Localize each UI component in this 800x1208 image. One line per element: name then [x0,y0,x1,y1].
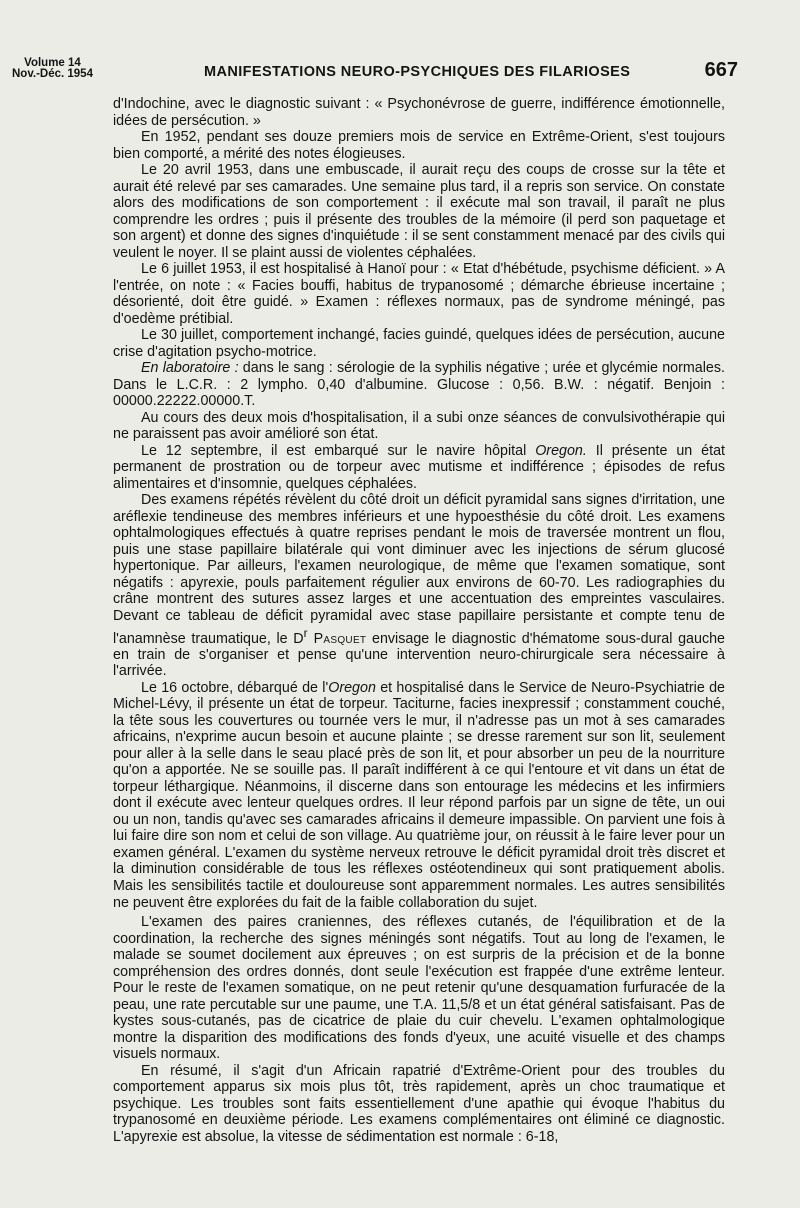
paragraph-10-text: Le 16 octobre, débarqué de l' [141,679,329,696]
lab-results-heading: En laboratoire : [141,360,239,377]
doctor-abbrev-sup: r [303,625,308,640]
paragraph-12: En résumé, il s'agit d'un Africain rapatrié d'Extrême-Orient pour des troubles du comportement apparus six mois plus tôt, très rapidement, après un choc traumatique et psychique. Les troubles sont faits essentiellement d'une apathie qui évoque l'habitus du trypanosomé en deuxième période. Les examens complémentaires ont éliminé ce diagnostic. L'apyrexie est absolue, la vitesse de sédimentation est normale : 6-18, [113,1062,725,1145]
paragraph-2: En 1952, pendant ses douze premiers mois de service en Extrême-Orient, s'est toujours bien comporté, a mérité des notes élogieuses. [113,129,725,162]
volume-issue-label [12,58,93,80]
paragraph-10 [113,680,725,911]
paragraph-6 [113,360,725,410]
lab-results-text: dans le sang : sérologie de la syphilis négative ; urée et glycémie normales. Dans le L.C.R. : 2 lympho. 0,40 d'albumine. Glucose : 0,56. B.W. : négatif. Benjoin : 00000.22222.00000.T. [113,360,725,410]
paragraph-7: Au cours des deux mois d'hospitalisation, il a subi onze séances de convulsivothérapie qui ne paraissent pas avoir amélioré son état. [113,409,725,443]
ship-name-2: Oregon [328,679,376,696]
page-number: 667 [704,59,738,81]
paragraph-9-text: Des examens répétés révèlent du côté droit un déficit pyramidal sans signes d'irritation, une aréflexie tendineuse des membres inférieurs et une hypoesthésie du côté droit. Les examens ophtalmologiques effectués à quatre reprises pendant le mois de traversée montrent un flou, puis une stase papillaire bilatérale qui vont diminuer avec les injections de sérum glucosé hypertonique. Par ailleurs, l'examen neurologique, de même que l'examen somatique, sont négatifs : apyrexie, pouls parfaitement régulier aux environs de 60-70. Les radiographies du crâne montrent des sutures assez larges et une accentuation des empreintes vasculaires. Devant ce tableau de déficit pyramidal avec stase papillaire persistante et compte tenu de l'anamnèse traumatique, le D [113,492,725,647]
doctor-name: Pasquet [307,630,367,647]
paragraph-11: L'examen des paires craniennes, des réflexes cutanés, de l'équilibration et de la coordination, la recherche des signes méningés sont négatifs. Tout au long de l'examen, le malade se soumet docilement aux épreuves ; on est surpris de la précision et de la bonne compréhension des ordres donnés, dont seule l'exécution est frappée d'une extrême lenteur. Pour le reste de l'examen somatique, on ne peut retenir qu'une desquamation furfuracée de la peau, une rate percutable sur une paume, une T.A. 11,5/8 et un état général satisfaisant. Pas de kystes sous-cutanés, pas de cicatrice de plaie du cuir chevelu. L'examen ophtalmologique montre la disparition des modifications des fonds d'yeux, une acuité visuelle et des champs visuels normaux. [113,914,725,1063]
page-header [12,57,738,87]
volume-label: Volume 14 [24,57,81,69]
paragraph-9-text-cont: envisage le diagnostic d'hématome sous-dural gauche en train de s'organiser et pense qu'une intervention neuro-chirurgicale sera nécessaire à l'arrivée. [113,630,725,680]
paragraph-10-text-cont: et hospitalisé dans le Service de Neuro-Psychiatrie de Michel-Lévy, il présente un état de torpeur. Taciturne, facies inexpressif ; constamment couché, la tête sous les couvertures ou tournée vers le mur, il n'adresse pas un mot à ses camarades africains, n'exprime aucun besoin et aucune plainte ; se dresse rarement sur son lit, seulement pour aller à la selle dans le seau placé près de son lit, et pour absorber un peu de la nourriture qu'on a apportée. Ne se souille pas. Il paraît indifférent à ce qui l'entoure et vit dans un état de torpeur léthargique. Néanmoins, il discerne dans son entourage les médecins et les infirmiers dont il exécute avec lenteur quelques ordres. Il leur répond parfois par un signe de tête, un oui ou un non, tandis qu'avec ses camarades africains il demeure impassible. On parvient une fois à lui faire dire son nom et celui de son village. Au quatrième jour, on réussit à le faire lever pour un examen général. L'examen du système nerveux retrouve le déficit pyramidal droit très discret et la diminution considérable de tous les réflexes ostéotendineux qui sont pratiquement abolis. Mais les sensibilités tactile et douloureuse sont apparemment normales. Les autres sensibilités ne peuvent être explorées du fait de la faible collaboration du sujet. [113,679,725,911]
running-title: MANIFESTATIONS NEURO-PSYCHIQUES DES FILARIOSES [204,64,631,80]
paragraph-3: Le 20 avril 1953, dans une embuscade, il aurait reçu des coups de crosse sur la tête et aurait été relevé par ses camarades. Une semaine plus tard, il a repris son service. On constate alors des modifications de son comportement : il exécute mal son travail, il paraît ne plus comprendre les ordres ; puis il présente des troubles de la mémoire (il perd son paquetage et son argent) et donne des signes d'inquiétude : il se sent constamment menacé par des civils qui veulent le noyer. Il se plaint aussi de violentes céphalées. [113,162,725,261]
paragraph-1: d'Indochine, avec le diagnostic suivant : « Psychonévrose de guerre, indifférence émotionnelle, idées de persécution. » [113,96,725,129]
ship-name: Oregon. [535,442,587,459]
paragraph-8-text-cont: Il présente un état permanent de prostration ou de torpeur avec mutisme et indifférence ; épisodes de refus alimentaires et d'insomnie, quelques céphalées. [113,442,725,492]
paragraph-8 [113,443,725,493]
paragraph-8-text: Le 12 septembre, il est embarqué sur le navire hôpital [141,442,536,459]
paragraph-9 [113,492,725,679]
paragraph-5: Le 30 juillet, comportement inchangé, facies guindé, quelques idées de persécution, aucune crise d'agitation psycho-motrice. [113,327,725,360]
paragraph-4: Le 6 juillet 1953, il est hospitalisé à Hanoï pour : « Etat d'hébétude, psychisme déficient. » A l'entrée, on note : « Facies bouffi, habitus de trypanosomé ; démarche ébrieuse incertaine ; désorienté, doit être guidé. » Examen : réflexes normaux, pas de syndrome méningé, pas d'oedème prétibial. [113,261,725,327]
issue-date-label: Nov.-Déc. 1954 [12,68,93,80]
article-body [113,96,725,1145]
